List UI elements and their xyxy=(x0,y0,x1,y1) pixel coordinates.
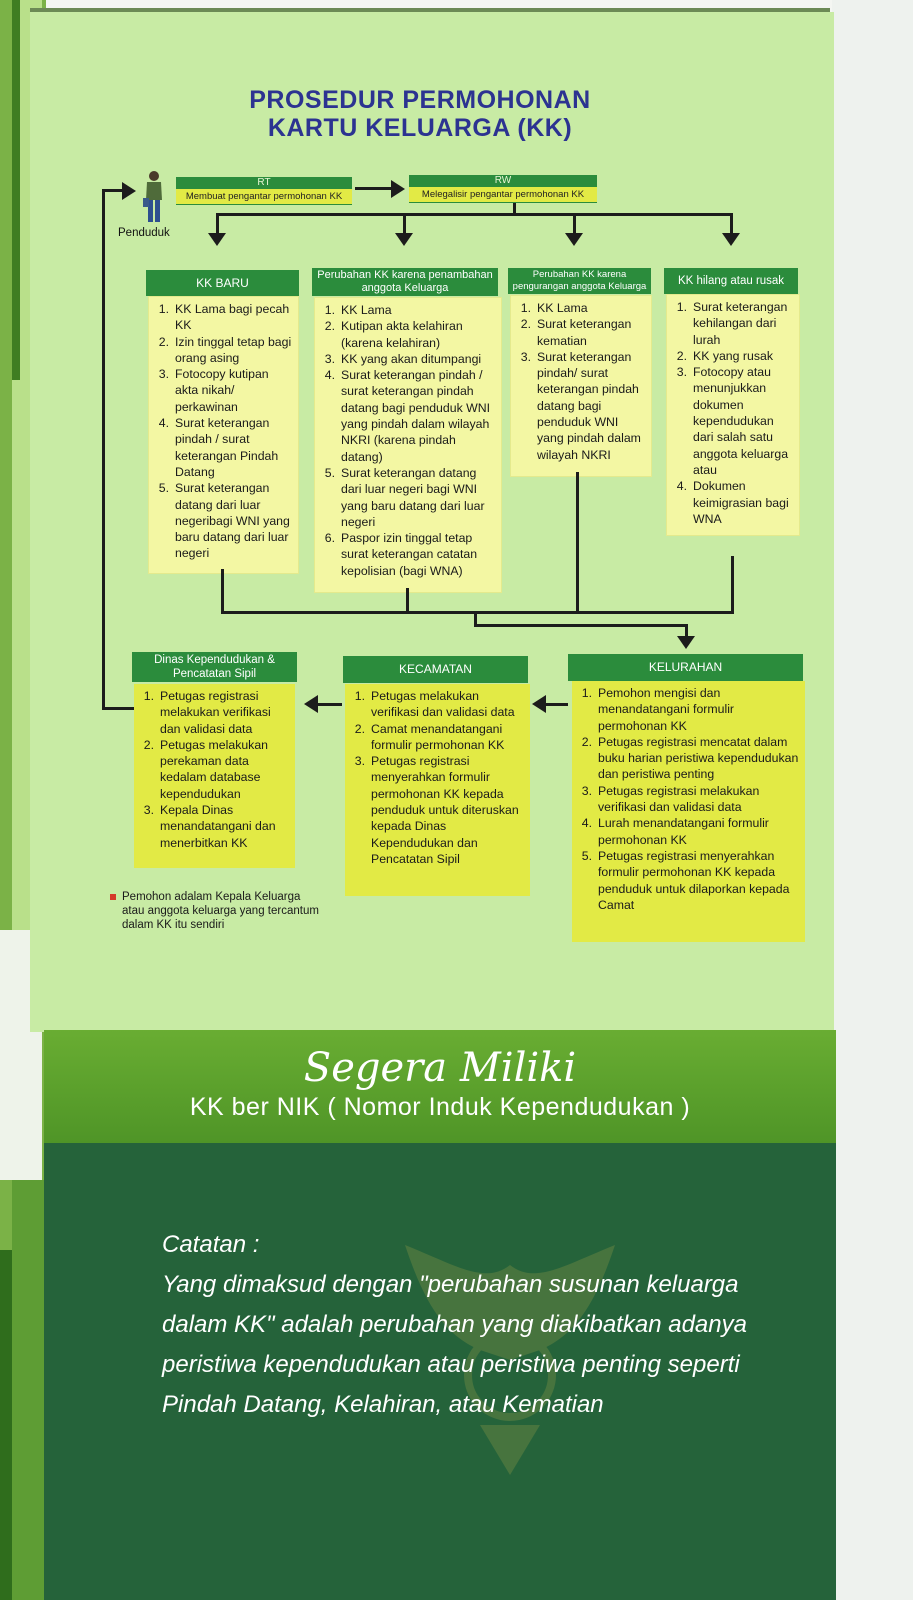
category-header-penambahan: Perubahan KK karena penambahan anggota Keluarga xyxy=(312,268,498,296)
connector xyxy=(355,187,393,190)
arrow-down xyxy=(395,233,413,246)
arrow-down xyxy=(677,636,695,649)
arrow-left xyxy=(532,695,546,713)
arrow-down xyxy=(722,233,740,246)
list-item: 3. Petugas registrasi melakukan verifikasi dan validasi data xyxy=(581,783,760,815)
connector xyxy=(102,707,134,710)
list-item: 2. KK yang rusak xyxy=(676,348,773,363)
category-header-hilang: KK hilang atau rusak xyxy=(664,268,798,294)
category-list-kk-baru xyxy=(148,296,299,574)
office-header-kelurahan: KELURAHAN xyxy=(568,654,803,681)
office-list-dinas xyxy=(134,684,295,868)
list-item: 3. Fotocopy kutipan akta nikah/ perkawinan xyxy=(158,367,269,414)
rw-heading: RW xyxy=(494,175,512,186)
connector xyxy=(316,703,342,706)
rt-text: Membuat pengantar permohonan KK xyxy=(176,189,352,204)
connector xyxy=(216,213,733,216)
connector xyxy=(221,569,224,614)
arrow-right xyxy=(122,182,136,200)
list-item: 5. Surat keterangan datang dari luar negeri bagi WNI yang baru datang dari luar negeri xyxy=(324,465,485,529)
catatan-line: dalam KK" adalah perubahan yang diakibatkan adanya xyxy=(162,1311,747,1338)
category-list-hilang xyxy=(666,294,800,536)
list-item: 2. Petugas registrasi mencatat dalam buku harian peristiwa kependudukan dan peristiwa penting xyxy=(581,734,799,782)
list-item: 3. Kepala Dinas menandatangani dan menerbitkan KK xyxy=(143,803,276,850)
office-header-dinas: Dinas Kependudukan & Pencatatan Sipil xyxy=(132,652,297,682)
catatan-heading: Catatan : xyxy=(162,1231,260,1258)
list-item: 4. Dokumen keimigrasian bagi WNA xyxy=(676,479,789,526)
office-header-kecamatan: KECAMATAN xyxy=(343,656,528,683)
connector xyxy=(544,703,568,706)
person-icon xyxy=(140,170,168,226)
connector xyxy=(576,472,579,614)
list-item: 4. Lurah menandatangani formulir permohonan KK xyxy=(581,816,769,847)
connector xyxy=(221,611,734,614)
list-item: 3. Surat keterangan pindah/ surat keterangan pindah datang bagi penduduk WNI yang pindah dalam wilayah NKRI xyxy=(520,349,641,462)
list-item: 3. KK yang akan ditumpangi xyxy=(324,351,482,366)
arrow-down xyxy=(565,233,583,246)
catatan-line: peristiwa kependudukan atau peristiwa penting seperti xyxy=(162,1351,740,1378)
office-list-kecamatan xyxy=(345,684,530,896)
connector xyxy=(102,189,124,192)
connector xyxy=(573,213,576,233)
slogan-text: KK ber NIK ( Nomor Induk Kependudukan ) xyxy=(189,1093,691,1121)
footnote-line-3: dalam KK itu sendiri xyxy=(122,919,225,931)
list-item: 2. Camat menandatangani formulir permohonan KK xyxy=(354,721,505,752)
rw-text: Melegalisir pengantar permohonan KK xyxy=(409,187,597,202)
list-item: 1. KK Lama xyxy=(520,301,588,315)
catatan-note xyxy=(162,1225,812,1425)
connector xyxy=(403,213,406,233)
title-line-1: PROSEDUR PERMOHONAN xyxy=(249,86,591,114)
page-margin xyxy=(832,0,913,1600)
category-list-pengurangan xyxy=(510,295,652,477)
footnote-line-1: Pemohon adalam Kepala Keluarga xyxy=(122,891,301,903)
connector xyxy=(102,189,105,710)
office-list-kelurahan xyxy=(572,681,805,942)
list-item: 4. Surat keterangan pindah / surat keterangan Pindah Datang xyxy=(158,416,279,479)
rt-box xyxy=(176,177,352,205)
rw-box xyxy=(409,175,597,203)
footnote-line-2: atau anggota keluarga yang tercantum xyxy=(122,905,319,917)
category-header-pengurangan: Perubahan KK karena pengurangan anggota Keluarga xyxy=(508,268,651,294)
footnote xyxy=(110,890,319,932)
arrow-down xyxy=(208,233,226,246)
list-item: 1. Petugas registrasi melakukan verifikasi dan validasi data xyxy=(143,689,271,736)
arrow-right xyxy=(391,180,405,198)
list-item: 2. Kutipan akta kelahiran (karena kelahiran) xyxy=(324,319,463,350)
penduduk-label: Penduduk xyxy=(118,227,170,239)
bullet-icon xyxy=(110,894,116,900)
connector xyxy=(474,624,688,627)
list-item: 3. Petugas registrasi menyerahkan formulir permohonan KK kepada penduduk untuk diteruskan kepada Dinas Kependudukan dan Pencatatan Sipil xyxy=(354,754,519,866)
list-item: 1. KK Lama xyxy=(324,303,392,317)
connector xyxy=(685,624,688,636)
category-header-kk-baru: KK BARU xyxy=(146,270,299,296)
list-item: 3. Fotocopy atau menunjukkan dokumen kependudukan dari salah satu anggota keluarga atau xyxy=(676,365,789,477)
list-item: 6. Paspor izin tinggal tetap surat keterangan catatan kepolisian (bagi WNA) xyxy=(324,531,478,578)
list-item: 2. Izin tinggal tetap bagi orang asing xyxy=(158,334,292,365)
list-item: 5. Petugas registrasi menyerahkan formulir permohonan KK kepada penduduk untuk dilaporkan kepada Camat xyxy=(581,848,790,912)
list-item: 4. Surat keterangan pindah / surat keterangan pindah datang bagi penduduk WNI yang pindah dalam wilayah NKRI (karena pindah datang) xyxy=(324,368,491,464)
slogan-script: Segera Miliki xyxy=(303,1045,577,1091)
list-item: 1. KK Lama bagi pecah KK xyxy=(158,302,290,333)
category-list-penambahan xyxy=(314,297,502,593)
list-item: 5. Surat keterangan datang dari luar negeribagi WNI yang baru datang dari luar negeri xyxy=(158,481,290,561)
connector xyxy=(730,213,733,233)
title-line-2: KARTU KELUARGA (KK) xyxy=(267,114,573,142)
catatan-line: Yang dimaksud dengan "perubahan susunan keluarga xyxy=(162,1271,739,1298)
list-item: 2. Petugas melakukan perekaman data kedalam database kependudukan xyxy=(143,737,269,801)
list-item: 1. Surat keterangan kehilangan dari lurah xyxy=(676,300,788,347)
connector xyxy=(731,556,734,614)
list-item: 1. Pemohon mengisi dan menandatangani formulir permohonan KK xyxy=(581,686,735,733)
list-item: 2. Surat keterangan kematian xyxy=(520,317,632,348)
catatan-line: Pindah Datang, Kelahiran, atau Kematian xyxy=(162,1391,604,1418)
connector xyxy=(216,213,219,233)
page-title xyxy=(200,86,640,142)
rt-heading: RT xyxy=(176,177,352,189)
arrow-left xyxy=(304,695,318,713)
list-item: 1. Petugas melakukan verifikasi dan validasi data xyxy=(354,689,515,720)
